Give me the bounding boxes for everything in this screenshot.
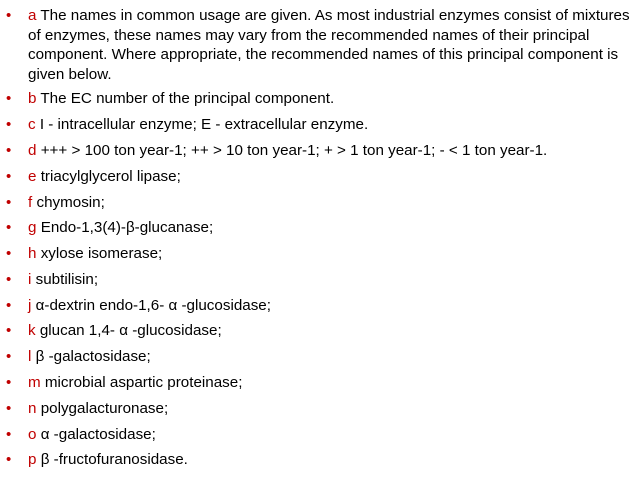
item-letter: a: [28, 7, 37, 24]
item-letter: e: [28, 167, 37, 185]
bullet-icon: •: [6, 322, 12, 340]
bullet-icon: •: [6, 451, 12, 469]
bullet-icon: •: [6, 399, 12, 417]
item-text: α -galactosidase;: [40, 425, 156, 443]
item-text: +++ > 100 ton year-1; ++ > 10 ton year-1; + > 1 ton year-1; - < 1 ton year-1.: [40, 141, 548, 159]
list-item: [6, 89, 632, 109]
list-item: [6, 321, 632, 341]
bullet-icon: •: [6, 141, 12, 159]
item-text: The EC number of the principal component.: [40, 90, 335, 108]
footnote-list: [6, 6, 632, 476]
item-text: glucan 1,4- α -glucosidase;: [39, 322, 222, 340]
item-text: subtilisin;: [35, 270, 99, 288]
list-item: [6, 115, 632, 135]
item-letter: n: [28, 399, 37, 417]
item-text: Endo-1,3(4)-β-glucanase;: [40, 219, 214, 237]
list-item: [6, 193, 632, 213]
item-letter: c: [28, 116, 36, 134]
item-text: triacylglycerol lipase;: [40, 167, 181, 185]
bullet-icon: •: [6, 296, 12, 314]
item-letter: m: [28, 373, 41, 391]
item-letter: h: [28, 245, 37, 263]
list-item: [6, 6, 632, 84]
item-letter: k: [28, 322, 36, 340]
bullet-icon: •: [6, 373, 12, 391]
item-letter: b: [28, 90, 37, 108]
list-item: [6, 270, 632, 290]
item-letter: o: [28, 425, 37, 443]
bullet-icon: •: [6, 425, 12, 443]
item-text: β -fructofuranosidase.: [40, 451, 188, 469]
item-text: polygalacturonase;: [40, 399, 169, 417]
item-text: I - intracellular enzyme; E - extracellular enzyme.: [39, 116, 369, 134]
list-item: [6, 373, 632, 393]
list-item: [6, 425, 632, 445]
bullet-icon: •: [6, 90, 12, 108]
list-item: [6, 218, 632, 238]
bullet-icon: •: [6, 270, 12, 288]
bullet-icon: •: [6, 193, 12, 211]
item-letter: p: [28, 451, 37, 469]
bullet-icon: •: [6, 219, 12, 237]
bullet-icon: •: [6, 167, 12, 185]
item-letter: i: [28, 270, 32, 288]
item-text: xylose isomerase;: [40, 245, 163, 263]
bullet-icon: •: [6, 348, 12, 366]
bullet-icon: •: [6, 7, 12, 24]
item-text: The names in common usage are given. As most industrial enzymes consist of mixtures of enzymes, these names may vary from the recommended names of their principal component. Where appropriate, the recommended names of this principal component is given below.: [28, 7, 630, 83]
list-item: [6, 347, 632, 367]
item-letter: f: [28, 193, 33, 211]
list-item: [6, 399, 632, 419]
item-text: microbial aspartic proteinase;: [44, 373, 243, 391]
bullet-icon: •: [6, 245, 12, 263]
item-letter: d: [28, 141, 37, 159]
list-item: [6, 450, 632, 470]
bullet-icon: •: [6, 116, 12, 134]
list-item: [6, 167, 632, 187]
list-item: [6, 141, 632, 161]
item-letter: g: [28, 219, 37, 237]
item-text: α-dextrin endo-1,6- α -glucosidase;: [35, 296, 271, 314]
item-letter: j: [28, 296, 32, 314]
item-text: β -galactosidase;: [35, 348, 151, 366]
item-letter: l: [28, 348, 32, 366]
list-item: [6, 296, 632, 316]
list-item: [6, 244, 632, 264]
item-text: chymosin;: [36, 193, 105, 211]
